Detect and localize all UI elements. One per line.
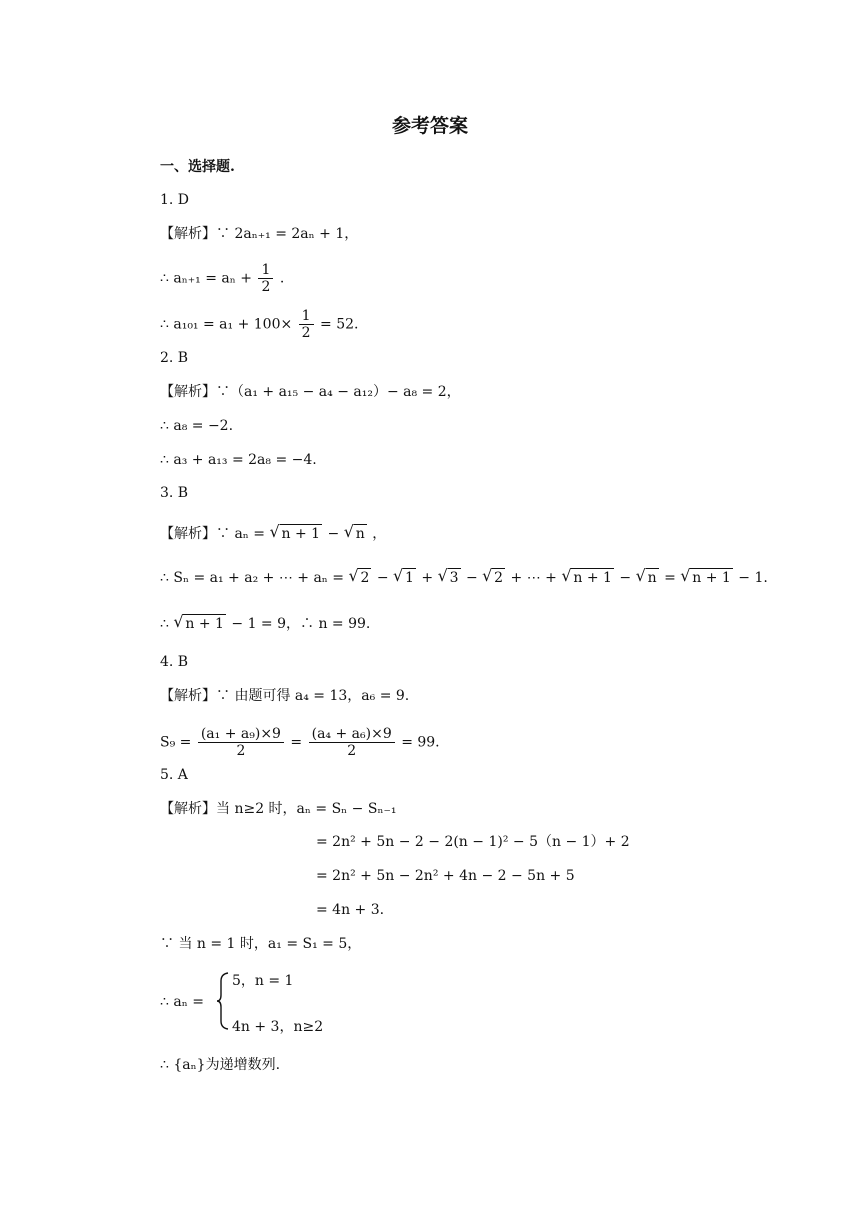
q1-analysis-line1: 【解析】∵ 2aₙ₊₁ = 2aₙ + 1， — [160, 226, 359, 242]
operator: − — [376, 570, 389, 586]
q5-analysis-line3: = 2n² + 5n − 2n² + 4n − 2 − 5n + 5 — [316, 868, 575, 884]
fraction-denominator: 2 — [261, 279, 271, 295]
operator: = — [664, 570, 676, 586]
q5-analysis-line4: = 4n + 3. — [316, 902, 385, 918]
operator: − — [619, 570, 632, 586]
radicand: 2 — [494, 570, 504, 586]
q4-fraction-2 — [309, 726, 395, 759]
sqrt-expression — [681, 568, 733, 588]
q5-analysis-line7: ∴ {aₙ}为递增数列. — [160, 1057, 281, 1073]
sqrt-expression — [637, 568, 659, 588]
q3-analysis-line3 — [160, 614, 370, 634]
radicand: n + 1 — [281, 526, 321, 542]
sqrt-expression — [394, 568, 416, 588]
radicand: 1 — [405, 570, 414, 586]
sqrt-expression — [174, 614, 226, 634]
q1-line3-fraction — [299, 308, 314, 341]
radicand: n — [647, 570, 657, 586]
q1-line3-end: = 52. — [320, 316, 359, 333]
left-brace-icon — [216, 972, 230, 1030]
q1-analysis-line2 — [160, 262, 284, 295]
operator: − — [327, 526, 340, 542]
operator: + — [421, 570, 434, 586]
q3-analysis-line1 — [160, 524, 386, 544]
q1-line2-end: . — [279, 270, 285, 287]
q5-analysis-line5: ∵ 当 n = 1 时，a₁ = S₁ = 5， — [160, 936, 362, 952]
q3-line2-text: ∴ Sₙ = a₁ + a₂ + ⋯ + aₙ = — [160, 570, 345, 586]
section-heading: 一、选择题. — [160, 159, 235, 175]
therefore-symbol: ∴ — [160, 616, 169, 632]
q5-case-1: 5，n = 1 — [232, 973, 294, 989]
radicand: 2 — [360, 570, 370, 586]
q3-line3-end: − 1 = 9，∴ n = 99. — [231, 616, 371, 632]
q3-line2-end: − 1. — [738, 570, 768, 586]
fraction-denominator: 2 — [347, 743, 357, 759]
sqrt-expression — [439, 568, 461, 588]
radicand: n — [355, 526, 365, 542]
sqrt-expression — [271, 524, 323, 544]
operator: + ⋯ + — [510, 570, 557, 586]
sqrt-expression — [349, 568, 371, 588]
radicand: 3 — [449, 570, 459, 586]
fraction-numerator: 1 — [299, 308, 314, 325]
q1-line2-text: ∴ aₙ₊₁ = aₙ + — [160, 270, 252, 287]
q4-answer: 4. B — [160, 654, 189, 670]
operator: = — [290, 734, 303, 751]
operator: − — [465, 570, 478, 586]
fraction-denominator: 2 — [236, 743, 246, 759]
punctuation: ， — [372, 526, 387, 542]
q5-analysis-line1: 【解析】当 n≥2 时，aₙ = Sₙ − Sₙ₋₁ — [160, 801, 397, 817]
q2-answer: 2. B — [160, 350, 189, 366]
q2-analysis-line2: ∴ a₈ = −2. — [160, 418, 234, 434]
q1-line3-text: ∴ a₁₀₁ = a₁ + 100× — [160, 316, 293, 333]
q4-analysis-line2 — [160, 726, 440, 759]
q4-line2-text: S₉ = — [160, 734, 192, 751]
sqrt-expression — [345, 524, 367, 544]
q4-fraction-1 — [198, 726, 284, 759]
q4-line2-end: = 99. — [401, 734, 440, 751]
q5-answer: 5. A — [160, 767, 188, 783]
sqrt-expression — [483, 568, 505, 588]
q5-case-2: 4n + 3，n≥2 — [232, 1019, 324, 1035]
fraction-denominator: 2 — [301, 325, 311, 341]
radicand: n + 1 — [185, 616, 224, 632]
page-title: 参考答案 — [391, 115, 468, 137]
q5-analysis-line2: = 2n² + 5n − 2 − 2(n − 1)² − 5（n − 1）+ 2 — [316, 834, 630, 850]
fraction-numerator: (a₄ + a₆)×9 — [309, 726, 395, 743]
q5-piecewise-label: ∴ aₙ = — [160, 994, 204, 1010]
q4-analysis-line1: 【解析】∵ 由题可得 a₄ = 13，a₆ = 9. — [160, 688, 410, 704]
q1-answer: 1. D — [160, 192, 190, 208]
fraction-numerator: (a₁ + a₉)×9 — [198, 726, 284, 743]
radicand: n + 1 — [573, 570, 612, 586]
q3-line1-text: 【解析】∵ aₙ = — [160, 526, 266, 542]
q3-answer: 3. B — [160, 485, 189, 501]
q1-analysis-line3 — [160, 308, 359, 341]
q1-line2-fraction — [258, 262, 273, 295]
q2-analysis-line3: ∴ a₃ + a₁₃ = 2a₈ = −4. — [160, 452, 317, 468]
radicand: n + 1 — [692, 570, 731, 586]
fraction-numerator: 1 — [258, 262, 273, 279]
q3-analysis-line2 — [160, 568, 768, 588]
q2-analysis-line1: 【解析】∵（a₁ + a₁₅ − a₄ − a₁₂）− a₈ = 2， — [160, 384, 461, 400]
sqrt-expression — [562, 568, 614, 588]
